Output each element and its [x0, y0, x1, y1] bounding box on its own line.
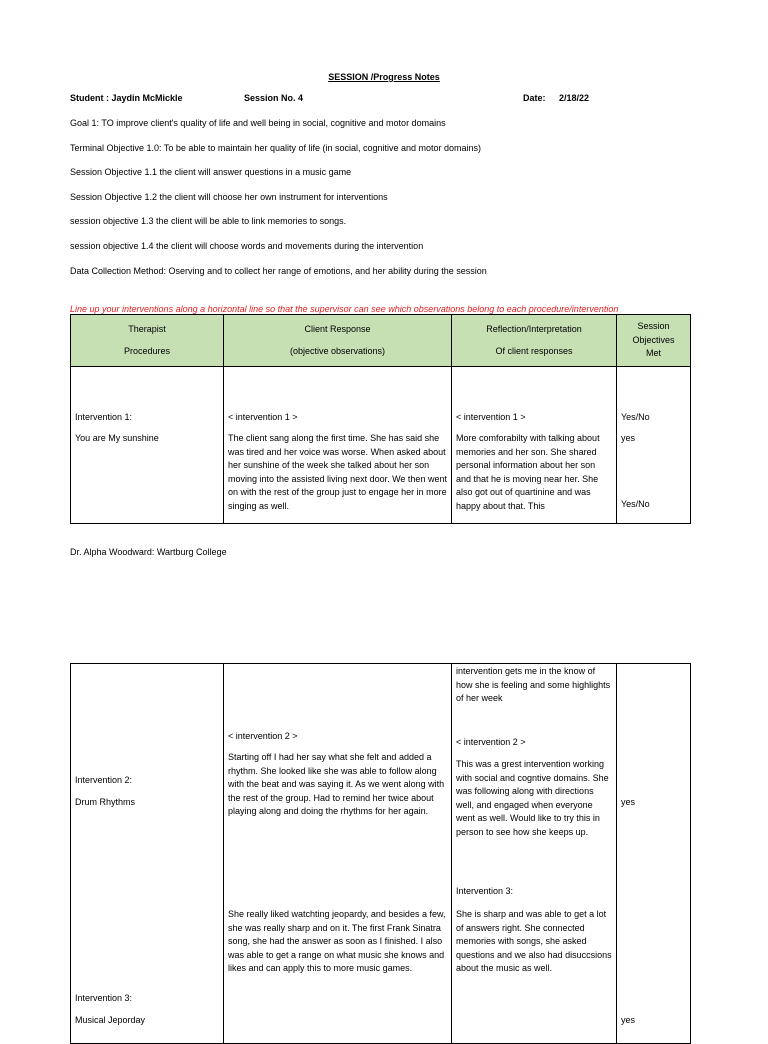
header-objectives-met [617, 315, 691, 367]
reflection-text: She is sharp and was able to get a lot of answers right. She connected memories with songs, she asked questions and we also had disuccsions about the music as well. [456, 909, 612, 973]
data-collection-line: Data Collection Method: Oserving and to collect her range of emotions, and her ability during the session [70, 266, 487, 276]
reflection-text: This was a grest intervention working with social and cogntive domains. She was following along with directions well, and engaged when everyone went as well. Would like to try this in person to see how she keeps up. [456, 759, 609, 837]
header-reflection [452, 315, 617, 367]
header-text: Objectives [632, 334, 675, 345]
intervention-label: Intervention 1: [75, 412, 133, 422]
response-text: Starting off I had her say what she felt and added a rhythm. She looked like she was able to follow along with the beat and was saying it. As we went along with the rest of the group. Had to remind her twice about playing along and doing the rhythms for her again. [228, 752, 445, 816]
page-title: SESSION /Progress Notes [328, 72, 440, 82]
date-label: Date: [523, 93, 546, 103]
session-objective-1-3: session objective 1.3 the client will be able to link memories to songs. [70, 216, 347, 226]
goal-line: Goal 1: TO improve client's quality of life and well being in social, cognitive and motor domains [70, 118, 446, 128]
header-text: Session [637, 321, 670, 332]
instruction-note: Line up your interventions along a horizontal line so that the supervisor can see which observations belong to each procedure/intervention [70, 304, 619, 314]
header-text: Of client responses [495, 345, 573, 356]
objectives-met-cell [617, 367, 691, 524]
client-response-cell [224, 664, 452, 1044]
table-row [71, 664, 691, 1044]
reflection-text: More comforabilty with talking about memories and her son. She shared personal information about her son and that he is moving near her. She also got out of quartinine and was happy about that. This [456, 433, 600, 511]
response-tag: < intervention 1 > [228, 412, 298, 422]
reflection-tag: < intervention 1 > [456, 412, 526, 422]
objective-met-value: yes [621, 797, 636, 807]
notes-table-page2 [70, 663, 691, 1044]
header-text: (objective observations) [289, 345, 386, 356]
header-therapist-procedures [71, 315, 224, 367]
reflection-cell [452, 367, 617, 524]
header-text: Procedures [123, 345, 171, 356]
notes-table-page1 [70, 314, 691, 524]
objectives-met-cell [617, 664, 691, 1044]
date-value: 2/18/22 [559, 93, 590, 103]
reflection-tag: < intervention 2 > [456, 737, 526, 747]
intervention-name: You are My sunshine [75, 433, 159, 443]
header-text: Client Response [304, 324, 371, 334]
footer-text: Dr. Alpha Woodward: Wartburg College [70, 547, 227, 557]
yes-no-option: Yes/No [621, 499, 650, 509]
client-response-cell [224, 367, 452, 524]
intervention-label: Intervention 2: [75, 775, 133, 785]
objective-met-value: yes [621, 1015, 636, 1025]
session-objective-1-4: session objective 1.4 the client will choose words and movements during the intervention [70, 241, 424, 251]
intervention-name: Musical Jeporday [75, 1015, 146, 1025]
student-name: Student : Jaydin McMickle [70, 93, 183, 103]
session-objective-1-1: Session Objective 1.1 the client will answer questions in a music game [70, 167, 352, 177]
procedure-cell [71, 664, 224, 1044]
yes-no-option: Yes/No [621, 412, 650, 422]
header-text: Met [645, 348, 661, 359]
header-text: Therapist [128, 324, 166, 334]
terminal-objective-line: Terminal Objective 1.0: To be able to maintain her quality of life (in social, cognitive and motor domains) [70, 143, 482, 153]
reflection-text-continued: intervention gets me in the know of how she is feeling and some highlights of her week [456, 666, 611, 703]
objective-met-value: yes [621, 433, 636, 443]
intervention-label: Intervention 3: [75, 993, 133, 1003]
reflection-cell [452, 664, 617, 1044]
header-client-response [224, 315, 452, 367]
response-tag: < intervention 2 > [228, 731, 298, 741]
intervention-name: Drum Rhythms [75, 797, 136, 807]
procedure-cell [71, 367, 224, 524]
table-header-row [71, 315, 691, 367]
session-objective-1-2: Session Objective 1.2 the client will choose her own instrument for interventions [70, 192, 388, 202]
session-number: Session No. 4 [244, 93, 304, 103]
response-text: She really liked watchting jeopardy, and besides a few, she was really sharp and on it. The first Frank Sinatra song, she had the answer as soon as I finished. I also was able to get a range on what music she knows and likes and can apply this to more music games. [228, 909, 446, 973]
reflection-tag: Intervention 3: [456, 886, 514, 896]
table-row [71, 367, 691, 524]
response-text: The client sang along the first time. She has said she was tired and her voice was worse. When asked about her sunshine of the week she talked about her son moving into the assisted living next door. We then went on with the rest of the group just to engage her in more singing as well. [228, 433, 447, 511]
header-text: Reflection/Interpretation [486, 324, 582, 334]
